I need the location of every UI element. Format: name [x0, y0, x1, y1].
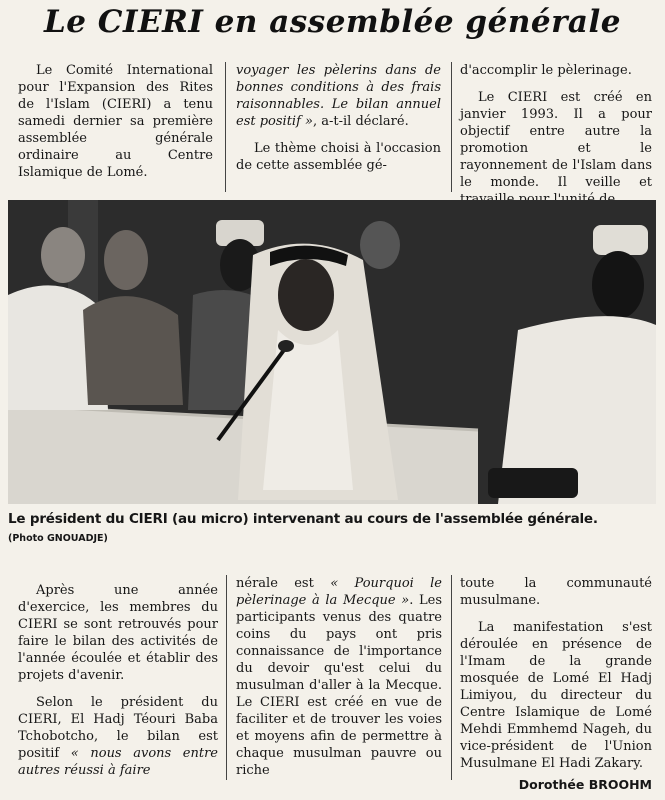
- top-col2-paragraph-1: [236, 62, 441, 130]
- top-col3-paragraph-2: Le CIERI est créé en janvier 1993. Il a pour objectif entre autre la promotion et le rayonnement de l'Islam dans le monde. Il veille et: [460, 90, 652, 190]
- column-divider: [451, 62, 452, 192]
- top-column-2: [236, 62, 441, 174]
- column-divider: [226, 575, 227, 780]
- bottom-col1-text: Selon le président du CIERI, El Hadj Téouri Baba Tchobotcho, le bilan est positif: [18, 695, 218, 761]
- top-column-1: [18, 62, 213, 181]
- bottom-column-3: [460, 575, 652, 793]
- bottom-col2-quote: « Pourquoi le pèlerinage à la Mecque »: [236, 576, 442, 608]
- column-divider: [225, 62, 226, 192]
- top-col2-paragraph-2: Le thème choisi à l'occasion de cette assemblée gé-: [236, 141, 441, 173]
- top-col2-quote: voyager les pèlerins dans de bonnes conditions à des frais raisonnables. Le bilan annuel est positif »: [236, 63, 441, 129]
- bottom-column-2: [236, 575, 442, 779]
- bottom-col2-paragraph: [236, 575, 442, 779]
- bottom-col3-paragraph-1: toute la communauté musulmane.: [460, 576, 652, 608]
- top-col1-paragraph: Le Comité International pour l'Expansion des Rites de l'Islam (CIERI) a tenu samedi dernier sa première assemblée générale ordinaire au Centre Islamique de Lomé.: [18, 63, 213, 180]
- bottom-col3-paragraph-2: La manifestation s'est déroulée en présence de l'Imam de la grande mosquée de Lomé El Hadj Limiyou, du directeur du Centre Islamique de Lomé Mehdi Emmhemd Nageh, du vice-président de l'Union Musulmane El Hadi Zakary.: [460, 620, 652, 771]
- top-col2-tail: , a-t-il déclaré.: [312, 114, 409, 129]
- column-divider: [451, 575, 452, 780]
- bottom-column-1: [18, 582, 218, 779]
- top-col3-paragraph-1: d'accomplir le pèlerinage.: [460, 63, 632, 78]
- bottom-col1-paragraph-1: Après une année d'exercice, les membres du CIERI se sont retrouvés pour faire le bilan des activités de l'année écoulée et établir des projets d'avenir.: [18, 583, 218, 683]
- author-signature: Dorothée BROOHM: [518, 777, 652, 792]
- bottom-col2-lead: nérale est: [236, 576, 314, 591]
- top-column-3: [460, 62, 652, 208]
- bottom-col1-quote: « nous avons entre autres réussi à faire: [18, 746, 218, 778]
- news-photo: [8, 200, 656, 504]
- headline: Le CIERI en assemblée générale: [43, 4, 621, 40]
- bottom-col1-paragraph-2: [18, 694, 218, 779]
- bottom-col2-rest: . Les participants venus des quatre coins du pays ont pris connaissance de l'importance du devoir qu'est celui du musulman d'aller à la Mecque. Le CIERI est créé en vue de faciliter et de trouver les voies et moyens afin de permettre à chaque musulman pauvre ou riche: [236, 593, 442, 778]
- photo-caption: Le président du CIERI (au micro) intervenant au cours de l'assemblée générale.: [8, 511, 598, 527]
- photo-credit: (Photo GNOUADJE): [8, 533, 108, 544]
